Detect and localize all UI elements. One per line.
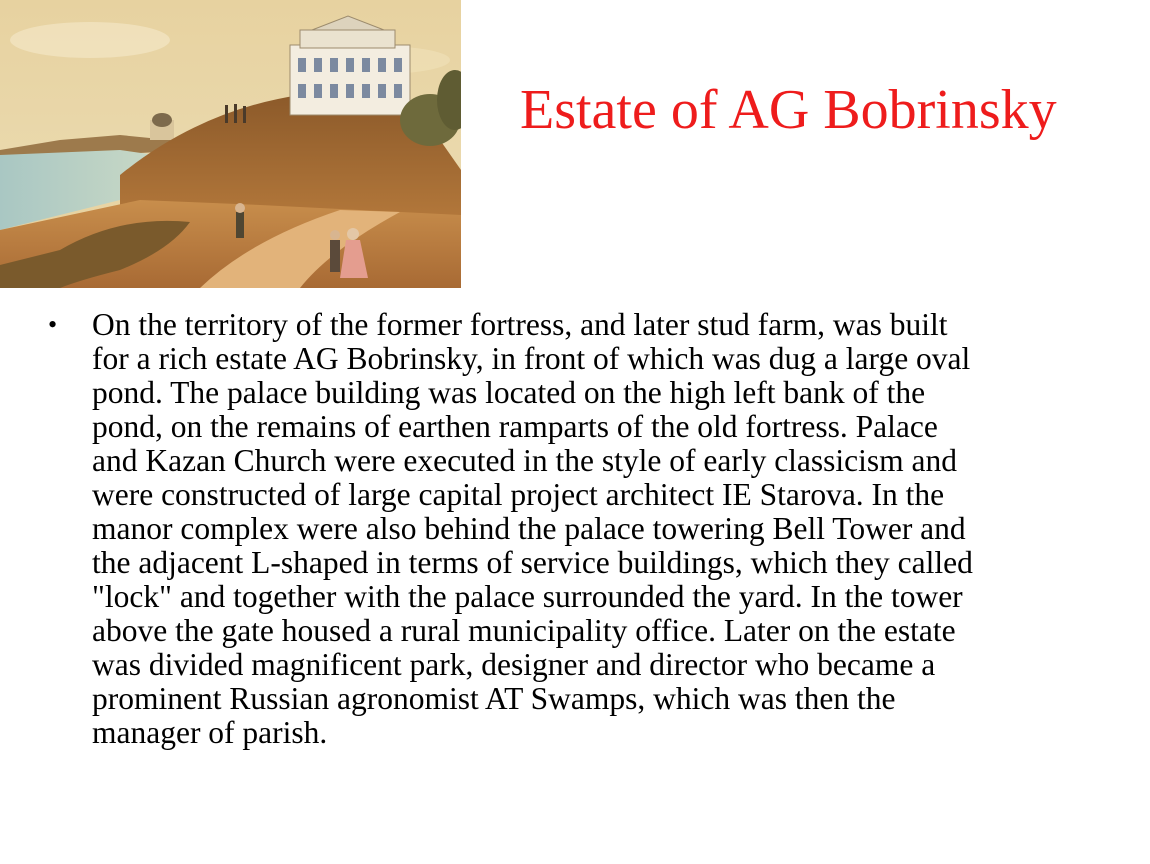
paragraph-line: "lock" and together with the palace surrounded the yard. In the tower — [92, 579, 963, 614]
paragraph-line: was divided magnificent park, designer and director who became a — [92, 647, 936, 682]
paragraph-line: On the territory of the former fortress, and later stud farm, was built — [92, 307, 948, 342]
paragraph-line: pond. The palace building was located on the high left bank of the — [92, 375, 926, 410]
paragraph-line: and Kazan Church were executed in the style of early classicism and — [92, 443, 958, 478]
paragraph-line: manor complex were also behind the palace towering Bell Tower and — [92, 511, 966, 546]
bullet-list — [44, 308, 1124, 750]
paragraph-line: prominent Russian agronomist AT Swamps, which was then the — [92, 681, 896, 716]
bullet-item — [44, 308, 1124, 750]
paragraph-line: were constructed of large capital project architect IE Starova. In the — [92, 477, 945, 512]
bullet-icon: • — [48, 310, 58, 339]
paragraph-line: for a rich estate AG Bobrinsky, in front of which was dug a large oval — [92, 341, 971, 376]
paragraph-line: pond, on the remains of earthen ramparts of the old fortress. Palace — [92, 409, 938, 444]
paragraph-line: the adjacent L-shaped in terms of service buildings, which they called — [92, 545, 973, 580]
paragraph-line: above the gate housed a rural municipality office. Later on the estate — [92, 613, 956, 648]
slide-title: Estate of AG Bobrinsky — [520, 79, 1057, 141]
estate-painting-image — [0, 0, 461, 288]
paragraph-line: manager of parish. — [92, 715, 328, 750]
